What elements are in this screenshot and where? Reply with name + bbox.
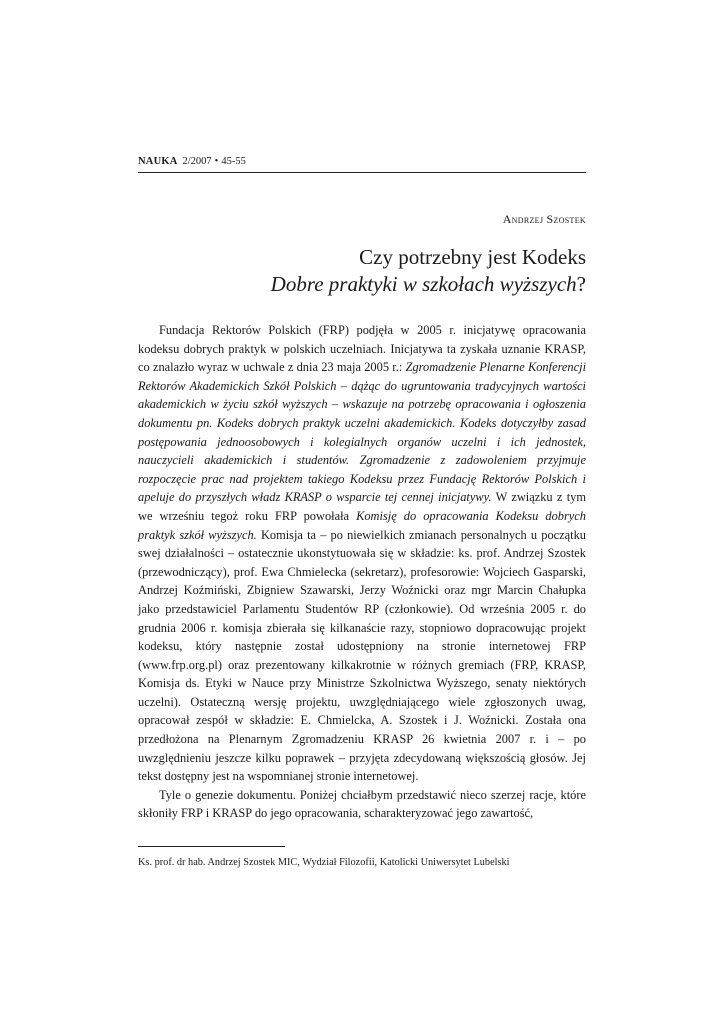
article-title [271, 244, 586, 298]
commission-name: Komisję do opracowania Kodeksu dobrych praktyk szkół wyższych. [138, 508, 586, 542]
header-rule [138, 172, 586, 173]
p1-rest: Komisja ta – po niewielkich zmianach personalnych u początku swej działalności – ostatecznie ukonstytuowała się w składzie: ks. prof. Andrzej Szostek (przewodniczący), prof. Ewa Chmielecka (sekretarz), profesorowie: Wojciech Gasparski, Andrzej Koźmiński, Zbigniew Szawarski, Jerzy Woźnicki oraz mgr Marcin Chałupka jako przedstawiciel Parlamentu Studentów RP (członkowie). Od września 2005 r. do grudnia 2006 r. komisja zbierała się kilkanaście razy, stopniowo dopracowując projekt kodeksu, który następnie został udostępniony na stronie internetowej FRP (www.frp.org.pl) oraz prezentowany kilkakrotnie w różnych gremiach (FRP, KRASP, Komisja ds. Etyki w Nauce przy Ministrze Szkolnictwa Wyższego, senaty niektórych uczelni). Ostateczną wersję projektu, uwzględniającego wiele zgłoszonych uwag, opracował zespół w składzie: E. Chmielcka, A. Szostek i J. Woźnicki. Została ona przedłożona na Plenarnym Zgromadzeniu KRASP 26 kwietnia 2007 r. i – po uwzględnieniu jeszcze kilku poprawek – przyjęta zdecydowaną większością głosów. Jej tekst dostępny jest na wspomnianej stronie internetowej. [138, 527, 586, 784]
p1-middle: W związku z tym we wrześniu tegoż roku FRP powołała [138, 490, 586, 523]
article-author: Andrzej Szostek [502, 212, 586, 226]
header-bullet: • [214, 156, 219, 167]
author-footnote: Ks. prof. dr hab. Andrzej Szostek MIC, Wydział Filozofii, Katolicki Uniwersytet Lubelski [138, 857, 510, 868]
resolution-quote: Zgromadzenie Plenarne Konferencji Rektorów Akademickich Szkół Polskich – dążąc do ugruntowania tradycyjnych wartości akademickich w życiu szkół wyższych – wskazuje na potrzebę opracowania i ogłoszenia dokumentu pn. Kodeks dobrych praktyk uczelni akademickich. Kodeks dotyczyłby zasad postępowania jednoosobowych i kolegialnych organów uczelni i ich jednostek, nauczycieli akademickich i studentów. Zgromadzenie z zadowoleniem przyjmuje rozpoczęcie prac nad projektem takiego Kodeksu przez Fundację Rektorów Polskich i apeluje do przyszłych władz KRASP o wsparcie tej cennej inicjatywy. [138, 360, 587, 505]
paragraph-1 [138, 321, 586, 786]
title-line-1: Czy potrzebny jest Kodeks [359, 245, 586, 269]
article-body [138, 321, 586, 823]
title-question-mark: ? [576, 272, 586, 296]
journal-issue: 2/2007 [182, 156, 212, 167]
title-italic: Dobre praktyki w szkołach wyższych [270, 272, 577, 296]
running-header [138, 156, 586, 167]
paragraph-2: Tyle o genezie dokumentu. Poniżej chciałbym przedstawić nieco szerzej racje, które skłoniły FRP i KRASP do jego opracowania, scharakteryzować jego zawartość, [138, 787, 586, 821]
footnote-rule [138, 846, 285, 847]
p1-intro: Fundacja Rektorów Polskich (FRP) podjęła w 2005 r. inicjatywę opracowania kodeksu dobrych praktyk w polskich uczelniach. Inicjatywa ta zyskała uznanie KRASP, co znalazło wyraz w uchwale z dnia 23 maja 2005 r.: [138, 323, 586, 375]
page-range: 45-55 [221, 156, 246, 167]
title-line-2 [271, 271, 586, 298]
journal-name: NAUKA [138, 156, 178, 167]
